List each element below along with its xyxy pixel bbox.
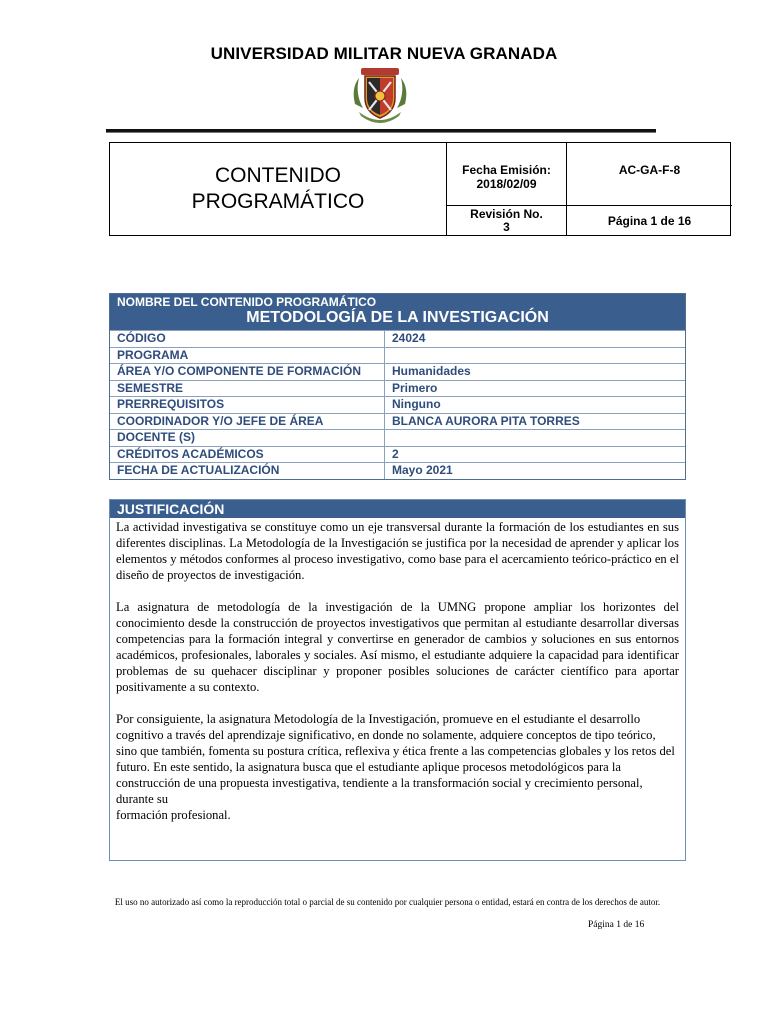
revision-cell xyxy=(447,206,567,235)
row-value: Ninguno xyxy=(392,397,441,411)
table-row xyxy=(110,347,685,364)
row-label: CRÉDITOS ACADÉMICOS xyxy=(110,447,385,463)
title-line-2: PROGRAMÁTICO xyxy=(191,190,365,213)
issue-date-label: Fecha Emisión: xyxy=(462,163,551,177)
issue-date-cell xyxy=(447,143,567,206)
row-value: BLANCA AURORA PITA TORRES xyxy=(392,413,580,428)
course-name: METODOLOGÍA DE LA INVESTIGACIÓN xyxy=(246,309,549,326)
document-title xyxy=(110,143,447,235)
justification-heading: JUSTIFICACIÓN xyxy=(110,500,685,518)
title-line-1: CONTENIDO xyxy=(215,164,341,187)
revision-value: 3 xyxy=(503,220,510,234)
table-row xyxy=(110,446,685,463)
header-page-number: Página 1 de 16 xyxy=(607,214,692,228)
course-name-banner xyxy=(110,294,685,330)
issue-date-value: 2018/02/09 xyxy=(476,177,537,191)
row-value: 24024 xyxy=(392,331,426,345)
header-rule xyxy=(106,129,656,132)
justification-section xyxy=(109,499,686,861)
row-label: SEMESTRE xyxy=(110,381,385,397)
table-row xyxy=(110,380,685,397)
copyright-notice: El uso no autorizado así como la reproducción total o parcial de su contenido por cualquier persona o entidad, estará en contra de los derechos de autor. xyxy=(114,897,661,907)
row-label: PRERREQUISITOS xyxy=(110,397,385,413)
row-label: PROGRAMA xyxy=(110,348,385,364)
revision-label: Revisión No. xyxy=(470,207,543,221)
row-value xyxy=(385,348,685,364)
university-title: UNIVERSIDAD MILITAR NUEVA GRANADA xyxy=(210,44,558,63)
row-value: Primero xyxy=(392,380,438,395)
row-value: Mayo 2021 xyxy=(392,463,453,477)
table-row xyxy=(110,396,685,413)
university-crest-logo xyxy=(349,66,411,130)
document-code: AC-GA-F-8 xyxy=(567,143,732,206)
row-label: CÓDIGO xyxy=(110,331,385,347)
row-value xyxy=(385,430,685,446)
table-row xyxy=(110,413,685,430)
footer-page-number: Página 1 de 16 xyxy=(588,920,645,930)
row-value: 2 xyxy=(392,446,399,461)
justification-paragraph-3: Por consiguiente, la asignatura Metodología de la Investigación, promueve en el estudiante el desarrollo cognitivo a través del aprendizaje significativo, en donde no solamente, adquiere conceptos de tipo teórico, sino que también, fomenta su postura crítica, reflexiva y ética frente a las competencias globales y los retos del futuro. En este sentido, la asignatura busca que el estudiante aplique procesos metodológicos para la construcción de una propuesta investigativa, tendiente a la transformación social y crecimiento personal, durante su xyxy=(116,712,675,806)
justification-body xyxy=(110,518,685,823)
justification-paragraph-1: La actividad investigativa se constituye como un eje transversal durante la formación de los estudiantes en sus diferentes disciplinas. La Metodología de la Investigación se justifica por la necesidad de aprender y aplicar los elementos y métodos conformes al proceso investigativo, como base para el acercamiento teórico-práctico en el diseño de proyectos de investigación. xyxy=(116,520,679,582)
row-label: DOCENTE (S) xyxy=(110,430,385,446)
document-header-table xyxy=(109,142,731,236)
table-row xyxy=(110,429,685,446)
table-row xyxy=(110,330,685,347)
row-label: COORDINADOR Y/O JEFE DE ÁREA xyxy=(110,414,385,430)
justification-paragraph-4: formación profesional. xyxy=(116,808,231,822)
table-row xyxy=(110,363,685,380)
course-name-label: NOMBRE DEL CONTENIDO PROGRAMÁTICO xyxy=(117,295,377,309)
row-value: Humanidades xyxy=(392,364,471,378)
justification-paragraph-2: La asignatura de metodología de la investigación de la UMNG propone ampliar los horizontes del conocimiento desde la construcción de proyectos investigativos que permitan al estudiante desarrollar diversas competencias para la formación integral y convertirse en generador de cambios y soluciones en sus entornos académicos, profesionales, laborales y sociales. Así mismo, el estudiante adquiere la capacidad para identificar problemas de su quehacer disciplinar y proponer posibles soluciones de carácter científico para aportar positivamente a su contexto. xyxy=(116,600,679,694)
course-info-table xyxy=(109,293,686,480)
row-label: ÁREA Y/O COMPONENTE DE FORMACIÓN xyxy=(110,364,385,380)
table-row xyxy=(110,462,685,479)
row-label: FECHA DE ACTUALIZACIÓN xyxy=(110,463,385,479)
